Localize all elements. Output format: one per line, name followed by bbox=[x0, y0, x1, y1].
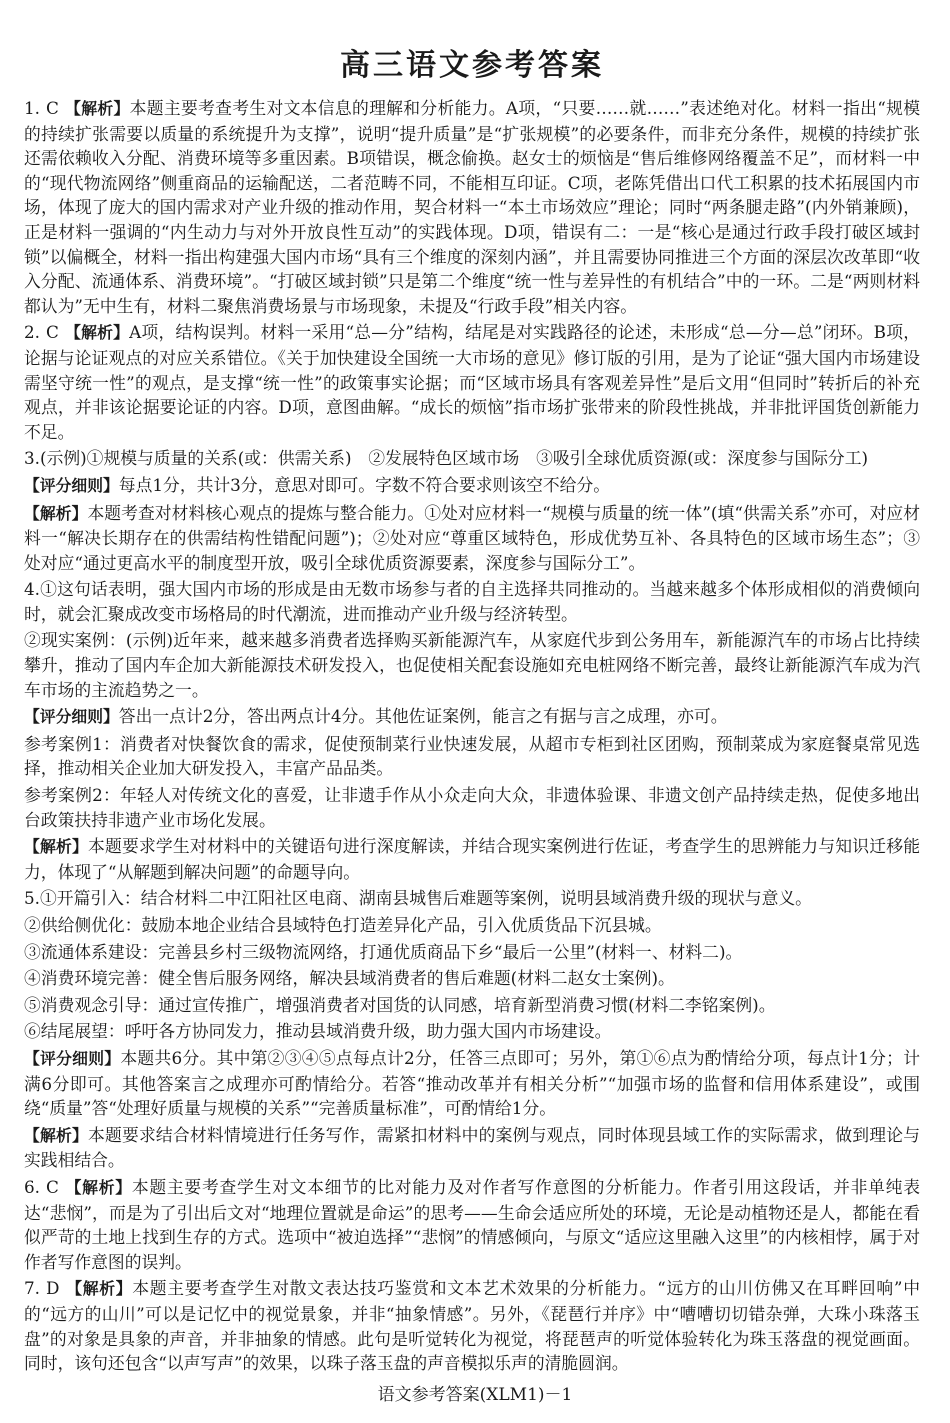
question-number: 7. bbox=[24, 1278, 41, 1299]
answer-choice: C bbox=[46, 322, 59, 343]
answer-item: ⑤消费观念引导：通过宣传推广，增强消费者对国货的认同感，培育新型消费习惯(材料二李铭案例)。 bbox=[24, 994, 776, 1015]
answer-item: ⑥结尾展望：呼吁各方协同发力，推动县域消费升级，助力强大国内市场建设。 bbox=[24, 1021, 612, 1042]
answer-choice: D bbox=[46, 1278, 60, 1299]
reference-case-1: 参考案例1：消费者对快餐饮食的需求，促使预制菜行业快速发展，从超市专柜到社区团购，预制菜成为家庭餐桌常见选择，推动相关企业加大研发投入，丰富产品品类。 bbox=[24, 733, 920, 779]
question-number: 1. bbox=[24, 98, 41, 118]
question-number: 6. bbox=[24, 1176, 41, 1197]
answer-item: ④消费环境完善：健全售后服务网络，解决县域消费者的售后难题(材料二赵女士案例)。 bbox=[24, 968, 675, 989]
question-4 bbox=[24, 577, 920, 626]
question-3 bbox=[24, 446, 920, 471]
question-6 bbox=[24, 1175, 920, 1274]
question-5-analysis bbox=[24, 1123, 920, 1173]
answer-point-2: ②现实案例：(示例)近年来，越来越多消费者选择购买新能源汽车，从家庭代步到公务用车，新能源汽车的市场占比持续攀升，推动了国内车企加大新能源技术研发投入，也促使相关配套设施如充电桩网络不断完善，最终让新能源汽车成为汽车市场的主流趋势之一。 bbox=[24, 630, 920, 700]
answer-point-1: ①这句话表明，强大国内市场的形成是由无数市场参与者的自主选择共同推动的。当越来越多个体形成相似的消费倾向时，就会汇聚成改变市场格局的时代潮流，进而推动产业升级与经济转型。 bbox=[24, 579, 920, 624]
scoring-text: 答出一点计2分，答出两点计4分。其他佐证案例，能言之有据与言之成理，亦可。 bbox=[118, 706, 728, 727]
analysis-tag: 【解析】 bbox=[64, 1177, 132, 1197]
page-title: 高三语文参考答案 bbox=[340, 48, 604, 83]
analysis-text: 本题要求学生对材料中的关键语句进行深度解读，并结合现实案例进行佐证，考查学生的思辨能力与知识迁移能力，体现了“从解题到解决问题”的命题导向。 bbox=[24, 836, 920, 882]
scoring-tag: 【评分细则】 bbox=[24, 1048, 121, 1068]
analysis-tag: 【解析】 bbox=[64, 99, 130, 118]
question-3-analysis bbox=[24, 501, 920, 576]
scoring-tag: 【评分细则】 bbox=[24, 475, 119, 495]
answer-choice: C bbox=[46, 1176, 59, 1197]
question-4-scoring bbox=[24, 704, 920, 730]
analysis-tag: 【解析】 bbox=[24, 837, 88, 857]
page-footer: 语文参考答案(XLM1)－1 bbox=[377, 1385, 573, 1405]
analysis-tag: 【解析】 bbox=[24, 1125, 88, 1145]
question-number: 5. bbox=[24, 888, 41, 909]
scoring-tag: 【评分细则】 bbox=[24, 707, 119, 727]
analysis-text: 本题主要考查学生对散文表达技巧鉴赏和文本艺术效果的分析能力。“远方的山川仿佛又在耳畔回响”中的“远方的山川”可以是记忆中的视觉景象，并非“抽象情感”。另外，《琵琶行并序》中“嘈嘈切切错杂弹，大珠小珠落玉盘”的对象是具象的声音，并非抽象的情感。此句是听觉转化为视觉，将琵琶声的听觉体验转化为珠玉落盘的视觉画面。同时，该句还包含“以声写声”的效果，以珠子落玉盘的声音模拟乐声的清脆圆润。 bbox=[24, 1278, 920, 1374]
answer-item: ②供给侧优化：鼓励本地企业结合县域特色打造差异化产品，引入优质货品下沉县城。 bbox=[24, 915, 662, 935]
question-5-scoring bbox=[24, 1046, 920, 1121]
question-4-analysis bbox=[24, 834, 920, 884]
analysis-tag: 【解析】 bbox=[24, 503, 88, 523]
analysis-text: 本题考查对材料核心观点的提炼与整合能力。①处对应材料一“规模与质量的统一体”(填“供需关系”亦可，对应材料一“解决长期存在的供需结构性错配问题”)；②处对应“尊重区域特色，形成优势互补、各具特色的区域市场生态”；③处对应“通过更高水平的制度型开放，吸引全球优质资源要素，深度参与国际分工”。 bbox=[24, 502, 920, 573]
question-2 bbox=[24, 320, 920, 444]
scoring-text: 本题共6分。其中第②③④⑤点每点计2分，任答三点即可；另外，第①⑥点为酌情给分项，每点计1分；计满6分即可。其他答案言之成理亦可酌情给分。若答“推动改革并有相关分析”“加强市场的监督和信用体系建设”，或围绕“质量”答“处理好质量与规模的关系”“完善质量标准”，可酌情给1分。 bbox=[24, 1047, 920, 1119]
question-number: 3. bbox=[24, 448, 41, 469]
reference-case-2: 参考案例2：年轻人对传统文化的喜爱，让非遗手作从小众走向大众，非遗体验课、非遗文创产品持续走热，促使多地出台政策扶持非遗产业市场化发展。 bbox=[24, 785, 920, 830]
answer-choice: C bbox=[46, 98, 59, 118]
analysis-tag: 【解析】 bbox=[64, 323, 130, 343]
analysis-text: 本题主要考查学生对文本细节的比对能力及对作者写作意图的分析能力。作者引用这段话，并非单纯表达“悲悯”，而是为了引出后文对“地理位置就是命运”的思考——生命会适应所处的环境，无论是动植物还是人，都能在看似严苛的土地上找到生存的方式。选项中“被迫选择”“悲悯”的情感倾向，与原文“适应这里融入这里”的内核相悖，属于对作者写作意图的误判。 bbox=[24, 1176, 920, 1272]
answer-item: ①开篇引入：结合材料二中江阳社区电商、湖南县城售后难题等案例，说明县域消费升级的现状与意义。 bbox=[40, 888, 812, 909]
scoring-text: 每点1分，共计3分，意思对即可。字数不符合要求则该空不给分。 bbox=[118, 474, 611, 495]
answer-item: ③流通体系建设：完善县乡村三级物流网络，打通优质商品下乡“最后一公里”(材料一、材料二)。 bbox=[24, 941, 743, 962]
question-3-scoring bbox=[24, 473, 920, 499]
question-number: 4. bbox=[24, 579, 41, 600]
analysis-text: 本题主要考查考生对文本信息的理解和分析能力。A项，“只要……就……”表述绝对化。材料一指出“规模的持续扩张需要以质量的系统提升为支撑”，说明“提升质量”是“扩张规模”的必要条件，而非充分条件，规模的持续扩张还需依赖收入分配、消费环境等多重因素。B项错误，概念偷换。赵女士的烦恼是“售后维修网络覆盖不足”，而材料一中的“现代物流网络”侧重商品的运输配送，二者范畴不同，不能相互印证。C项，老陈凭借出口代工积累的技术拓展国内市场，体现了庞大的国内需求对产业升级的推动作用，契合材料一“本土市场效应”理论；同时“两条腿走路”(内外销兼顾)，正是材料一强调的“内生动力与对外开放良性互动”的实践体现。D项，错误有二：一是“核心是通过行政手段打破区域封锁”以偏概全，材料一指出构建强大国内市场“具有三个维度的深刻内涵”，并且需要协同推进三个方面的深层次改革即“收入分配、流通体系、消费环境”。“打破区域封锁”只是第二个维度“统一性与差异性的有机结合”中的一环。二是“两则材料都认为”无中生有，材料二聚焦消费场景与市场现象，未提及“行政手段”相关内容。 bbox=[24, 98, 920, 316]
analysis-text: A项，结构误判。材料一采用“总—分”结构，结尾是对实践路径的论述，未形成“总—分—总”闭环。B项，论据与论证观点的对应关系错位。《关于加快建设全国统一大市场的意见》修订版的引用，是为了论证“强大国内市场建设需坚守统一性”的观点，是支撑“统一性”的政策事实论据；而“区域市场具有客观差异性”是后文用“但同时”转折后的补充观点，并非该论据要论证的内容。D项，意图曲解。“成长的烦恼”指市场扩张带来的阶段性挑战，并非批评国货创新能力不足。 bbox=[24, 322, 920, 442]
question-1 bbox=[24, 96, 920, 318]
analysis-text: 本题要求结合材料情境进行任务写作，需紧扣材料中的案例与观点，同时体现县域工作的实际需求，做到理论与实践相结合。 bbox=[24, 1124, 920, 1171]
analysis-tag: 【解析】 bbox=[65, 1279, 133, 1299]
question-number: 2. bbox=[24, 322, 41, 343]
question-5 bbox=[24, 886, 920, 911]
question-7 bbox=[24, 1276, 920, 1375]
answer-text: (示例)①规模与质量的关系(或：供需关系) ②发展特色区域市场 ③吸引全球优质资源(或：深度参与国际分工) bbox=[40, 448, 869, 469]
